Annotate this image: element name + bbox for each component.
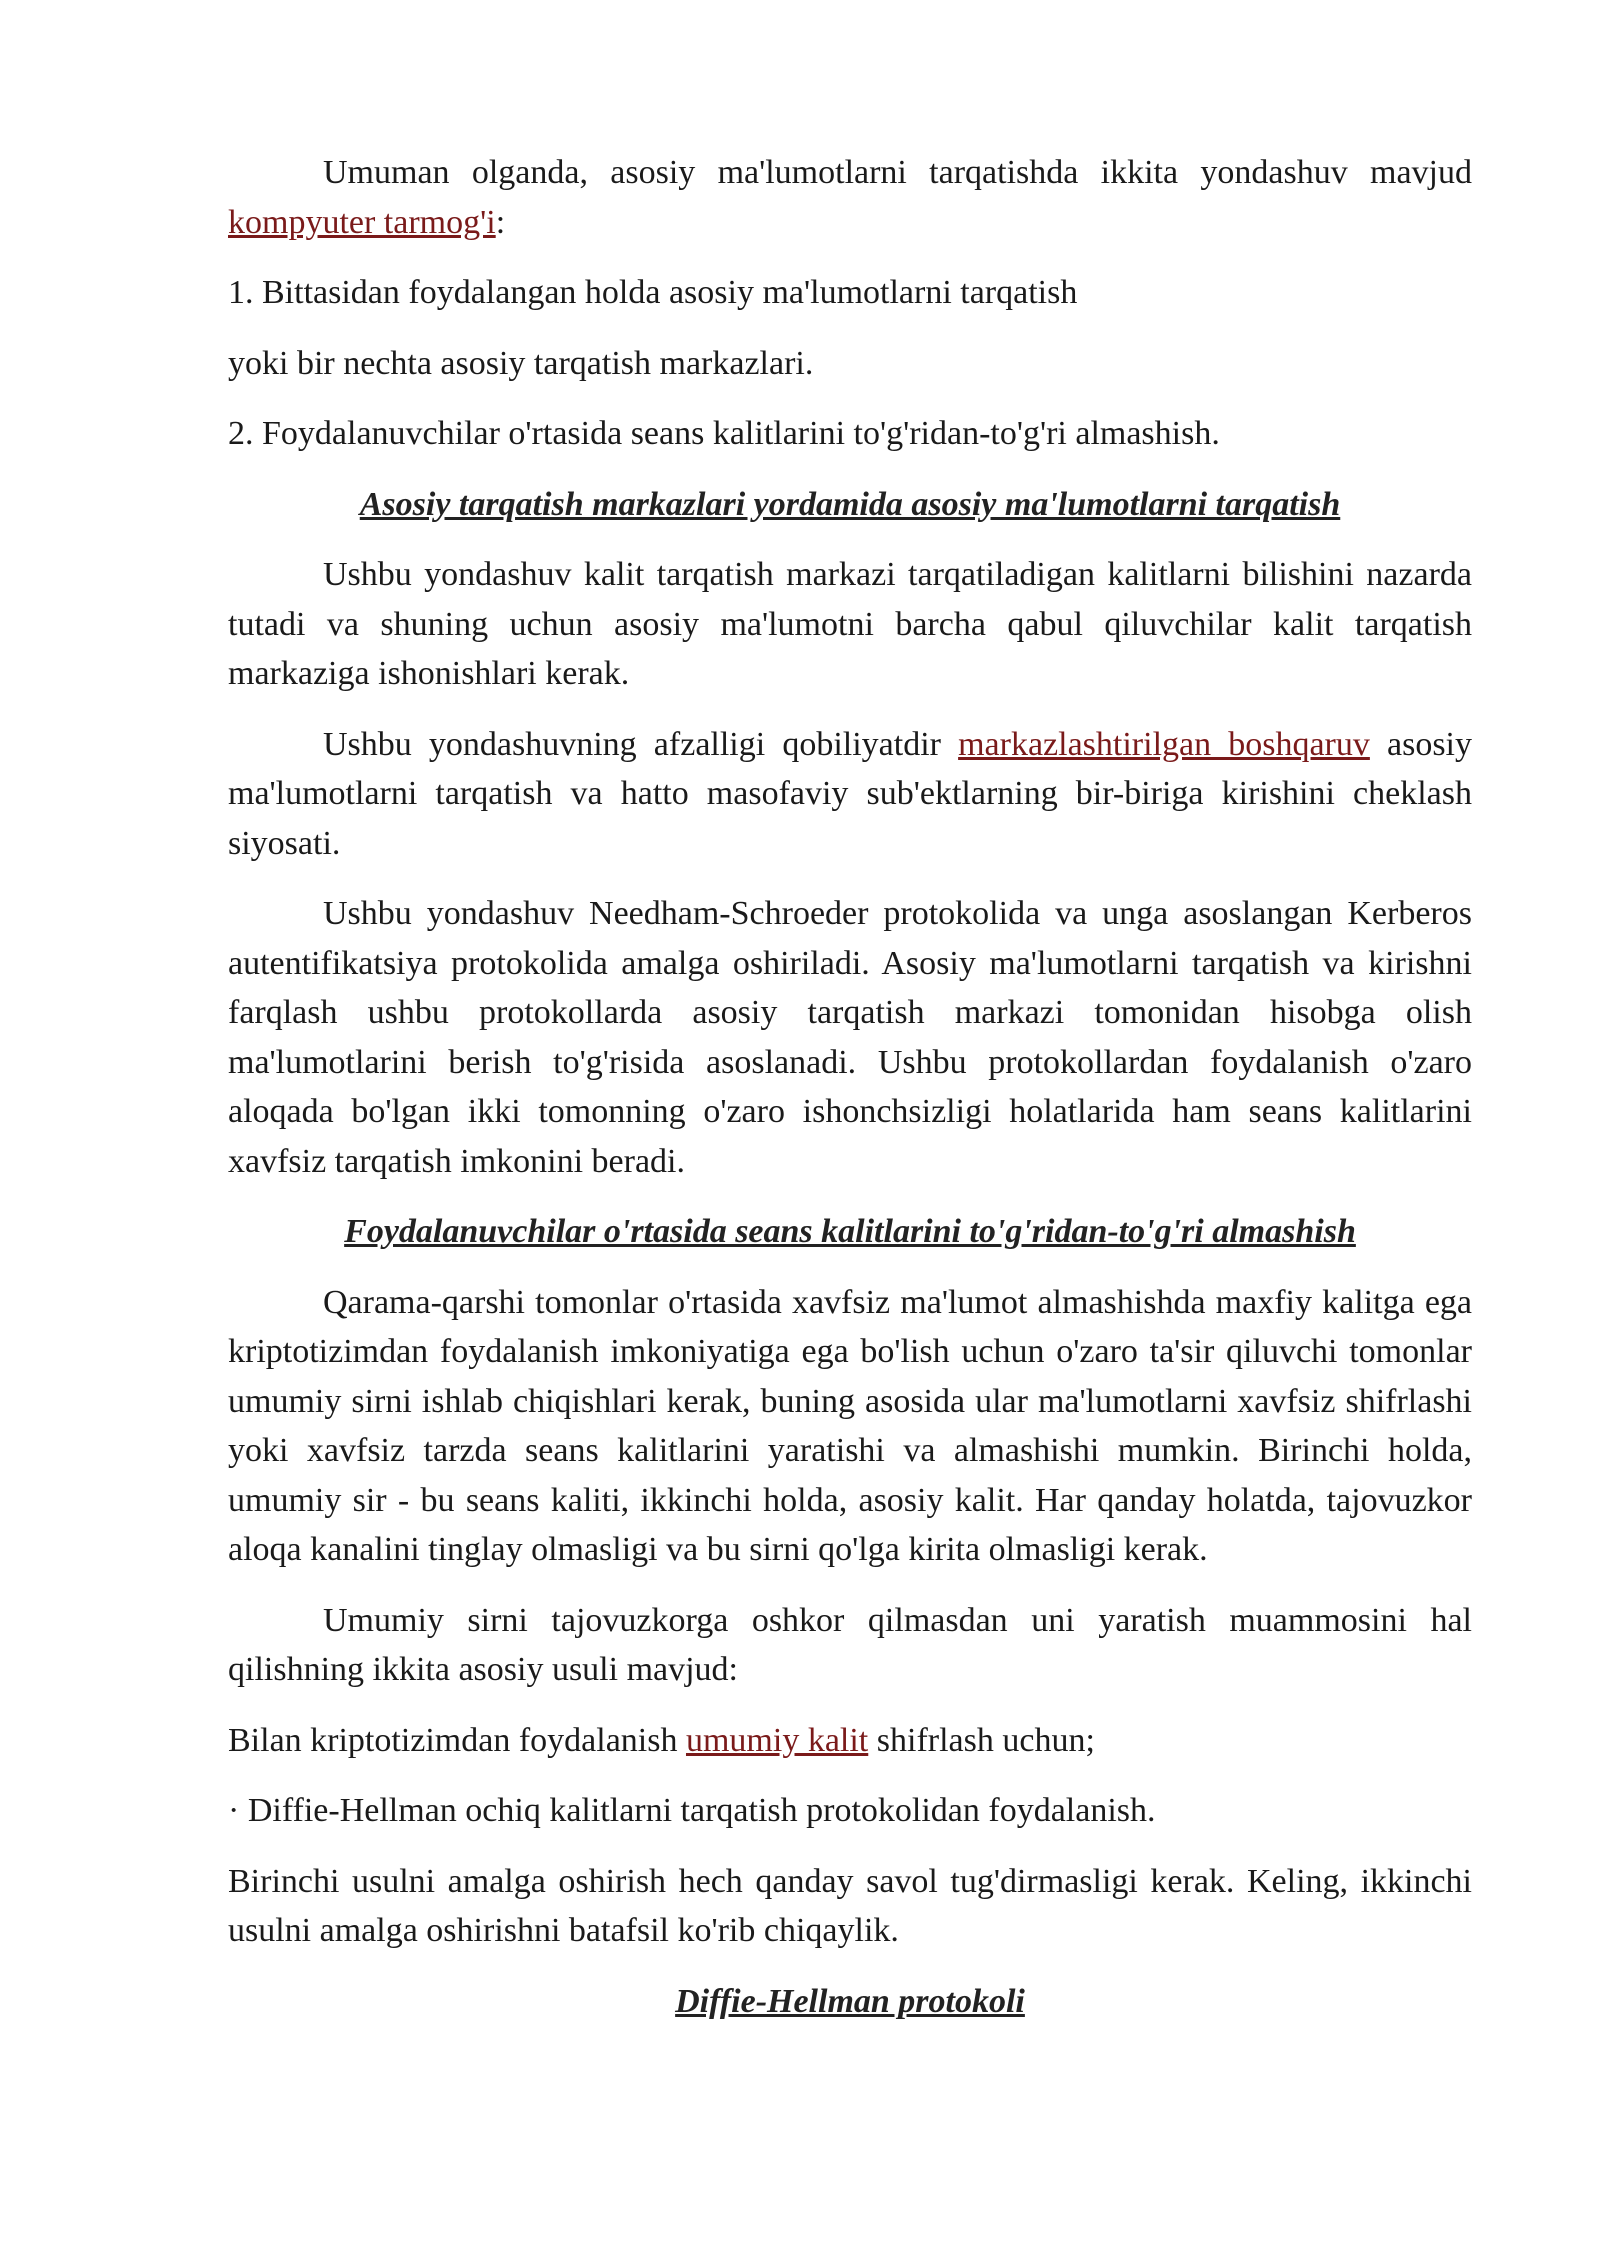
- list-item-1-continuation: yoki bir nechta asosiy tarqatish markazlari.: [228, 344, 814, 382]
- paragraph-advantage-rest: asosiy ma'lumotlarni tarqatish va hatto masofaviy sub'ektlarning bir-biriga kirishini cheklash siyosati.: [228, 725, 1473, 862]
- list-item-2: 2. Foydalanuvchilar o'rtasida seans kalitlarini to'g'ridan-to'g'ri almashish.: [228, 415, 1220, 452]
- section-heading-diffie-hellman: Diffie-Hellman protokoli: [675, 1982, 1025, 2020]
- paragraph-needham-schroeder: Ushbu yondashuv Needham-Schroeder protokolida va unga asoslangan Kerberos autentifikatsiya protokolida amalga oshiriladi. Asosiy ma'lumotlarni tarqatish va kirishni farqlash ushbu protokollarda asosiy tarqatish markazi tomonidan hisobga olish ma'lumotlarini berish to'g'risida asoslanadi. Ushbu protokollardan foydalanish o'zaro aloqada bo'lgan ikki tomonning o'zaro ishonchsizligi holatlarida ham seans kalitlarini xavfsiz tarqatish imkonini beradi.: [228, 895, 1472, 1180]
- paragraph-public-key-rest: shifrlash uchun;: [868, 1721, 1095, 1759]
- paragraph-shared-secret: Qarama-qarshi tomonlar o'rtasida xavfsiz ma'lumot almashishda maxfiy kalitga ega kriptotizimdan foydalanish imkoniyatiga ega bo'lish uchun o'zaro ta'sir qiluvchi tomonlar umumiy sirni ishlab chiqishlari kerak, buning asosida ular ma'lumotlarni xavfsiz shifrlashi yoki xavfsiz tarzda seans kalitlarini yaratishi va almashishi mumkin. Birinchi holda, umumiy sir - bu seans kaliti, ikkinchi holda, asosiy kalit. Har qanday holatda, tajovuzkor aloqa kanalini tinglay olmasligi va bu sirni qo'lga kirita olmasligi kerak.: [228, 1283, 1472, 1568]
- section-heading-direct-exchange: Foydalanuvchilar o'rtasida seans kalitlarini to'g'ridan-to'g'ri almashish: [344, 1213, 1356, 1250]
- link-markazlashtirilgan-boshqaruv[interactable]: markazlashtirilgan boshqaruv: [958, 725, 1370, 763]
- link-umumiy-kalit[interactable]: umumiy kalit: [685, 1721, 869, 1759]
- paragraph-intro: [228, 148, 1472, 247]
- paragraph-intro-text: Umuman olganda, asosiy ma'lumotlarni tarqatishda ikkita yondashuv mavjud: [323, 154, 1472, 191]
- paragraph-two-methods: Umumiy sirni tajovuzkorga oshkor qilmasdan uni yaratish muammosini hal qilishning ikkita asosiy usuli mavjud:: [228, 1601, 1472, 1688]
- document-body: [228, 148, 1472, 2026]
- paragraph-public-key-text: Bilan kriptotizimdan foydalanish: [228, 1721, 686, 1759]
- paragraph-intro-colon: :: [495, 203, 506, 241]
- paragraph-diffie-hellman-bullet: · Diffie-Hellman ochiq kalitlarni tarqatish protokolidan foydalanish.: [228, 1792, 1156, 1829]
- link-kompyuter-tarmogi[interactable]: kompyuter tarmog'i: [228, 203, 496, 241]
- paragraph-public-key-method: [228, 1716, 1472, 1766]
- paragraph-first-method: Birinchi usulni amalga oshirish hech qanday savol tug'dirmasligi kerak. Keling, ikkinchi usulni amalga oshirishni batafsil ko'rib chiqaylik.: [228, 1862, 1472, 1949]
- paragraph-approach: Ushbu yondashuv kalit tarqatish markazi tarqatiladigan kalitlarni bilishini nazarda tutadi va shuning uchun asosiy ma'lumotni barcha qabul qiluvchilar kalit tarqatish markaziga ishonishlari kerak.: [228, 556, 1472, 692]
- section-heading-distribution-centers: Asosiy tarqatish markazlari yordamida asosiy ma'lumotlarni tarqatish: [359, 485, 1341, 523]
- list-item-1: 1. Bittasidan foydalangan holda asosiy ma'lumotlarni tarqatish: [228, 274, 1078, 311]
- paragraph-advantage: [228, 720, 1472, 869]
- paragraph-advantage-text: Ushbu yondashuvning afzalligi qobiliyatdir: [323, 725, 959, 763]
